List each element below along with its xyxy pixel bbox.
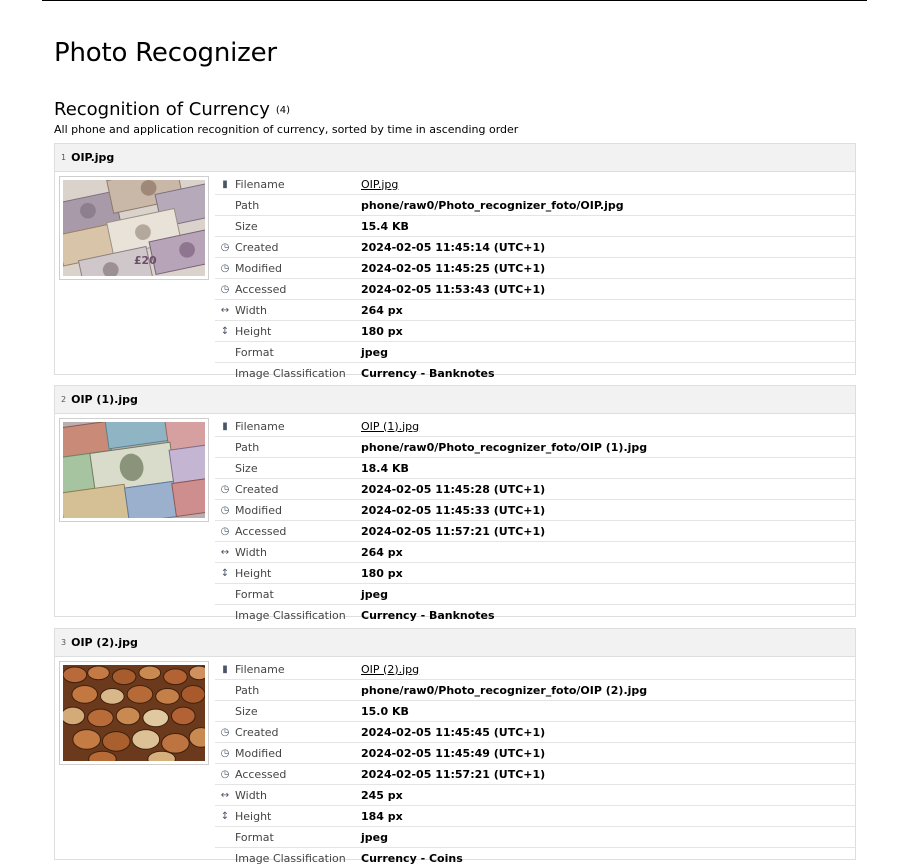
prop-value: 2024-02-05 11:57:21 (UTC+1) <box>361 767 546 781</box>
prop-label: Image Classification <box>235 851 346 865</box>
top-divider <box>42 0 867 1</box>
prop-value: 2024-02-05 11:45:33 (UTC+1) <box>361 503 546 517</box>
clock-icon: ◷ <box>220 504 230 516</box>
prop-row-format <box>215 827 855 848</box>
prop-label: Format <box>235 345 274 359</box>
prop-value: 2024-02-05 11:45:49 (UTC+1) <box>361 746 546 760</box>
prop-value: 245 px <box>361 788 403 802</box>
prop-row-created <box>215 237 855 258</box>
prop-value: jpeg <box>361 345 388 359</box>
prop-row-path <box>215 195 855 216</box>
prop-label: Height <box>235 324 272 338</box>
clock-icon: ◷ <box>220 241 230 253</box>
prop-label: Size <box>235 219 258 233</box>
prop-row-created <box>215 722 855 743</box>
prop-label: Size <box>235 704 258 718</box>
filename-link[interactable]: OIP (2).jpg <box>361 662 420 676</box>
prop-label: Modified <box>235 503 282 517</box>
prop-value: phone/raw0/Photo_recognizer_foto/OIP (2).jpg <box>361 683 648 697</box>
prop-label: Created <box>235 482 279 496</box>
thumbnail-coins[interactable] <box>59 661 209 765</box>
prop-label: Accessed <box>235 524 287 538</box>
prop-value: 184 px <box>361 809 403 823</box>
prop-label: Created <box>235 240 279 254</box>
prop-row-filename <box>215 416 855 437</box>
prop-value: 180 px <box>361 324 403 338</box>
prop-value: phone/raw0/Photo_recognizer_foto/OIP.jpg <box>361 198 624 212</box>
prop-label: Accessed <box>235 282 287 296</box>
prop-row-width <box>215 542 855 563</box>
section-count: (4) <box>275 105 291 116</box>
prop-value: Currency - Banknotes <box>361 608 495 622</box>
prop-row-accessed <box>215 279 855 300</box>
prop-row-size <box>215 216 855 237</box>
document-icon: ▮ <box>222 663 228 675</box>
svg-text:£20: £20 <box>134 254 157 268</box>
clock-icon: ◷ <box>220 747 230 759</box>
prop-label: Width <box>235 303 267 317</box>
filename-link[interactable]: OIP (1).jpg <box>361 419 420 433</box>
clock-icon: ◷ <box>220 726 230 738</box>
prop-value: Currency - Banknotes <box>361 366 495 380</box>
prop-value: phone/raw0/Photo_recognizer_foto/OIP (1).jpg <box>361 440 648 454</box>
prop-value: 264 px <box>361 545 403 559</box>
prop-label: Format <box>235 587 274 601</box>
filename-link[interactable]: OIP.jpg <box>361 177 399 191</box>
result-card <box>54 385 856 622</box>
prop-label: Width <box>235 545 267 559</box>
prop-row-format <box>215 584 855 605</box>
prop-row-filename <box>215 659 855 680</box>
properties-table <box>215 416 855 625</box>
properties-table <box>215 659 855 868</box>
prop-value: 180 px <box>361 566 403 580</box>
prop-row-width <box>215 300 855 321</box>
prop-row-created <box>215 479 855 500</box>
prop-row-modified <box>215 500 855 521</box>
prop-label: Filename <box>235 662 285 676</box>
prop-row-accessed <box>215 521 855 542</box>
prop-value: 2024-02-05 11:57:21 (UTC+1) <box>361 524 546 538</box>
card-header[interactable] <box>55 386 855 414</box>
prop-value: jpeg <box>361 830 388 844</box>
prop-row-modified <box>215 258 855 279</box>
prop-value: 15.0 KB <box>361 704 409 718</box>
prop-label: Accessed <box>235 767 287 781</box>
section-title-text: Recognition of Currency <box>54 99 270 120</box>
prop-label: Modified <box>235 746 282 760</box>
card-number: 2 <box>61 395 67 404</box>
result-card <box>54 143 856 380</box>
section-title <box>54 99 290 120</box>
horizontal-arrows-icon: ↔ <box>220 546 230 558</box>
clock-icon: ◷ <box>220 283 230 295</box>
prop-value: 2024-02-05 11:53:43 (UTC+1) <box>361 282 546 296</box>
vertical-arrows-icon: ↕ <box>220 325 230 337</box>
card-header[interactable] <box>55 629 855 657</box>
horizontal-arrows-icon: ↔ <box>220 304 230 316</box>
card-number: 1 <box>61 153 67 162</box>
clock-icon: ◷ <box>220 768 230 780</box>
prop-label: Path <box>235 683 260 697</box>
clock-icon: ◷ <box>220 483 230 495</box>
prop-row-classification <box>215 363 855 383</box>
prop-row-format <box>215 342 855 363</box>
prop-label: Created <box>235 725 279 739</box>
vertical-arrows-icon: ↕ <box>220 810 230 822</box>
prop-row-classification <box>215 605 855 625</box>
prop-label: Filename <box>235 177 285 191</box>
vertical-arrows-icon: ↕ <box>220 567 230 579</box>
prop-label: Height <box>235 566 272 580</box>
prop-value: 2024-02-05 11:45:45 (UTC+1) <box>361 725 546 739</box>
prop-row-path <box>215 680 855 701</box>
prop-label: Path <box>235 198 260 212</box>
result-card <box>54 628 856 865</box>
prop-label: Image Classification <box>235 608 346 622</box>
app-title: Photo Recognizer <box>54 38 277 68</box>
prop-value: jpeg <box>361 587 388 601</box>
prop-row-path <box>215 437 855 458</box>
prop-row-modified <box>215 743 855 764</box>
clock-icon: ◷ <box>220 262 230 274</box>
properties-table <box>215 174 855 383</box>
prop-label: Width <box>235 788 267 802</box>
prop-row-width <box>215 785 855 806</box>
thumbnail-pound-banknotes[interactable] <box>59 176 209 280</box>
prop-value: 18.4 KB <box>361 461 409 475</box>
card-number: 3 <box>61 638 67 647</box>
prop-row-classification <box>215 848 855 868</box>
prop-value: Currency - Coins <box>361 851 463 865</box>
horizontal-arrows-icon: ↔ <box>220 789 230 801</box>
document-icon: ▮ <box>222 178 228 190</box>
section-description: All phone and application recognition of currency, sorted by time in ascending order <box>54 123 519 136</box>
prop-label: Size <box>235 461 258 475</box>
thumbnail-dollar-banknotes[interactable] <box>59 418 209 522</box>
prop-value: 2024-02-05 11:45:25 (UTC+1) <box>361 261 546 275</box>
document-icon: ▮ <box>222 420 228 432</box>
prop-value: 15.4 KB <box>361 219 409 233</box>
card-title: OIP (2).jpg <box>71 636 138 649</box>
prop-value: 2024-02-05 11:45:28 (UTC+1) <box>361 482 546 496</box>
prop-row-height <box>215 806 855 827</box>
prop-row-height <box>215 563 855 584</box>
clock-icon: ◷ <box>220 525 230 537</box>
prop-value: 2024-02-05 11:45:14 (UTC+1) <box>361 240 546 254</box>
card-title: OIP.jpg <box>71 151 115 164</box>
prop-row-size <box>215 701 855 722</box>
prop-row-filename <box>215 174 855 195</box>
prop-row-accessed <box>215 764 855 785</box>
prop-value: 264 px <box>361 303 403 317</box>
prop-label: Modified <box>235 261 282 275</box>
prop-label: Filename <box>235 419 285 433</box>
prop-row-height <box>215 321 855 342</box>
prop-label: Height <box>235 809 272 823</box>
prop-row-size <box>215 458 855 479</box>
card-header[interactable] <box>55 144 855 172</box>
card-title: OIP (1).jpg <box>71 393 138 406</box>
prop-label: Format <box>235 830 274 844</box>
prop-label: Image Classification <box>235 366 346 380</box>
prop-label: Path <box>235 440 260 454</box>
